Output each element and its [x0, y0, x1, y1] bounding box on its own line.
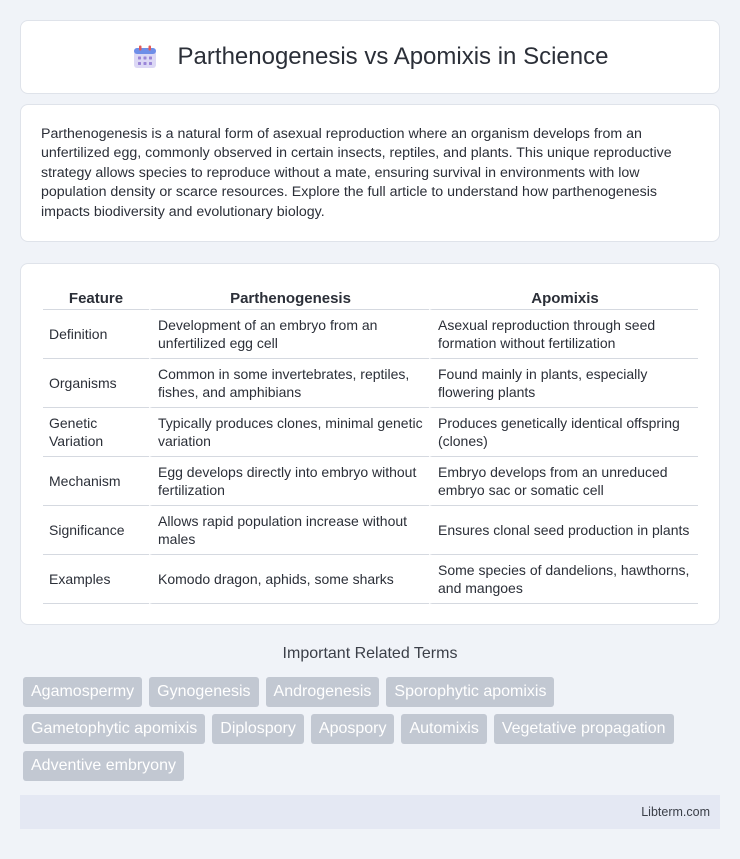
- table-row: [43, 555, 698, 604]
- header-parthenogenesis: Parthenogenesis: [149, 284, 429, 310]
- tag-vegetative-propagation[interactable]: Vegetative propagation: [494, 714, 674, 744]
- footer: [20, 795, 720, 829]
- intro-text: Parthenogenesis is a natural form of asexual reproduction where an organism develops from an unfertilized egg, commonly observed in certain insects, reptiles, and plants. This unique reproductive strategy allows species to reproduce without a mate, ensuring survival in environments with low population density or scarce resources. Explore the full article to understand how parthenogenesis impacts biodiversity and evolutionary biology.: [41, 126, 672, 220]
- row-apomixis: Found mainly in plants, especially flowering plants: [429, 359, 698, 408]
- calendar-icon: [132, 44, 158, 70]
- tag-gynogenesis[interactable]: Gynogenesis: [149, 677, 258, 707]
- related-terms-title: Important Related Terms: [282, 645, 458, 662]
- row-parthenogenesis: Typically produces clones, minimal genetic variation: [149, 408, 429, 457]
- row-parthenogenesis: Common in some invertebrates, reptiles, fishes, and amphibians: [149, 359, 429, 408]
- row-apomixis: Embryo develops from an unreduced embryo sac or somatic cell: [429, 457, 698, 506]
- row-feature: Genetic Variation: [43, 408, 149, 457]
- comparison-table: [43, 284, 698, 604]
- tag-sporophytic-apomixis[interactable]: Sporophytic apomixis: [386, 677, 554, 707]
- intro-card: [20, 104, 720, 242]
- tag-apospory[interactable]: Apospory: [311, 714, 395, 744]
- row-apomixis: Produces genetically identical offspring (clones): [429, 408, 698, 457]
- row-feature: Significance: [43, 506, 149, 555]
- related-terms-list: [23, 677, 713, 788]
- row-feature: Definition: [43, 310, 149, 359]
- tag-gametophytic-apomixis[interactable]: Gametophytic apomixis: [23, 714, 205, 744]
- table-row: [43, 359, 698, 408]
- table-row: [43, 457, 698, 506]
- row-parthenogenesis: Development of an embryo from an unfertilized egg cell: [149, 310, 429, 359]
- comparison-card: [20, 263, 720, 625]
- row-parthenogenesis: Komodo dragon, aphids, some sharks: [149, 555, 429, 604]
- tag-agamospermy[interactable]: Agamospermy: [23, 677, 142, 707]
- row-apomixis: Asexual reproduction through seed formation without fertilization: [429, 310, 698, 359]
- page-title: Parthenogenesis vs Apomixis in Science: [177, 43, 609, 70]
- row-apomixis: Some species of dandelions, hawthorns, and mangoes: [429, 555, 698, 604]
- tag-adventive-embryony[interactable]: Adventive embryony: [23, 751, 184, 781]
- table-row: [43, 506, 698, 555]
- row-feature: Mechanism: [43, 457, 149, 506]
- table-header-row: [43, 284, 698, 310]
- tag-automixis[interactable]: Automixis: [401, 714, 486, 744]
- table-row: [43, 408, 698, 457]
- row-feature: Organisms: [43, 359, 149, 408]
- footer-brand-link[interactable]: Libterm.com: [641, 805, 710, 819]
- table-row: [43, 310, 698, 359]
- header-feature: Feature: [43, 284, 149, 310]
- row-feature: Examples: [43, 555, 149, 604]
- tag-androgenesis[interactable]: Androgenesis: [266, 677, 380, 707]
- row-parthenogenesis: Allows rapid population increase without males: [149, 506, 429, 555]
- row-parthenogenesis: Egg develops directly into embryo without fertilization: [149, 457, 429, 506]
- row-apomixis: Ensures clonal seed production in plants: [429, 506, 698, 555]
- header-apomixis: Apomixis: [429, 284, 698, 310]
- header-card: [20, 20, 720, 94]
- tag-diplospory[interactable]: Diplospory: [212, 714, 304, 744]
